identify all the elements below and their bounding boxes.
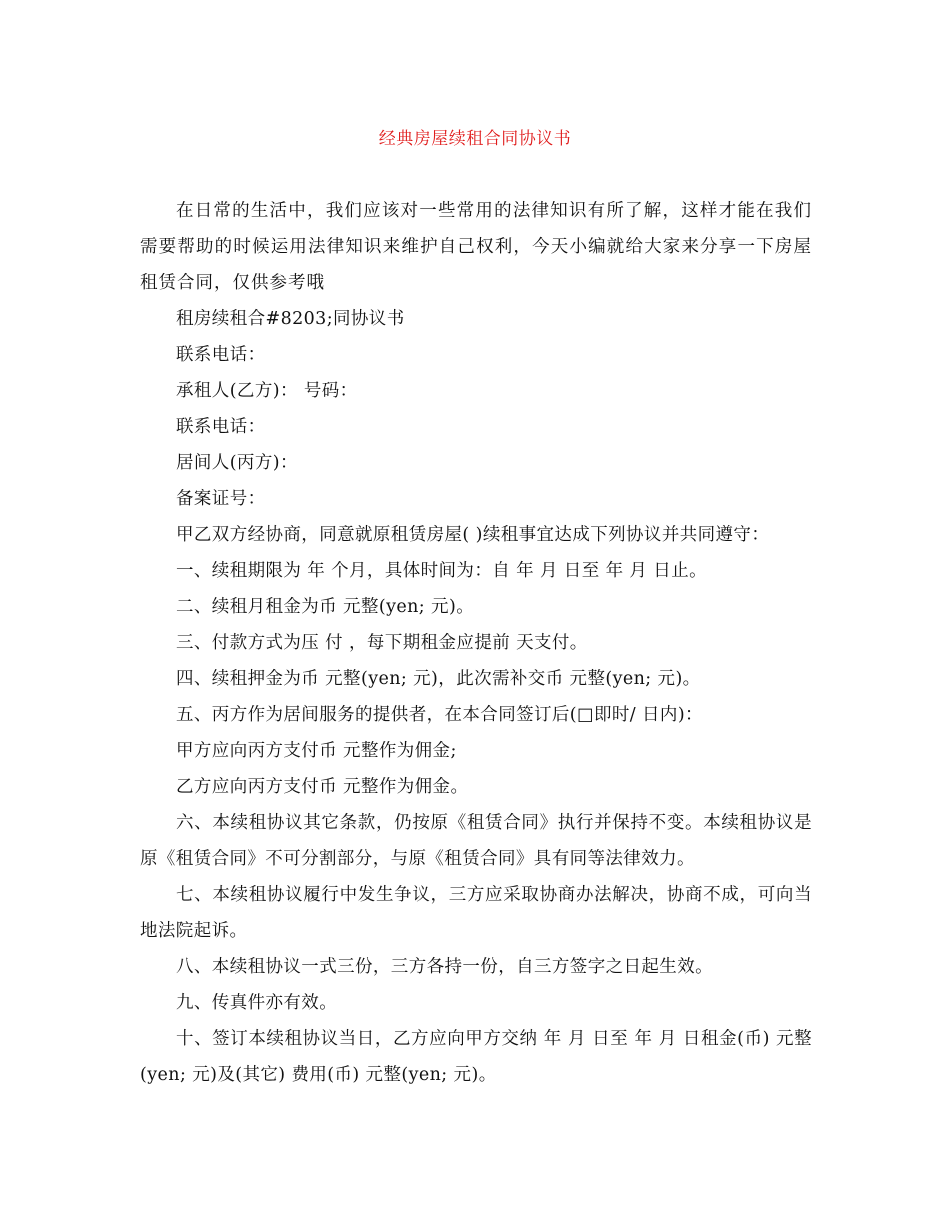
- clause-5: 五、丙方作为居间服务的提供者，在本合同签订后(□即时/ 日内)：: [176, 705, 703, 725]
- clause-2: 二、续租月租金为币 元整(yen; 元)。: [176, 597, 475, 617]
- document-title: 经典房屋续租合同协议书: [378, 129, 572, 149]
- paragraph-intro: 在日常的生活中，我们应该对一些常用的法律知识有所了解，这样才能在我们需要帮助的时候运用法律知识来维护自己权利，今天小编就给大家来分享一下房屋租赁合同，仅供参考哦: [140, 201, 812, 293]
- clause-5-party-a: 甲方应向丙方支付币 元整作为佣金;: [176, 741, 457, 761]
- clause-9: 九、传真件亦有效。: [176, 993, 338, 1013]
- document-body: [140, 193, 812, 1093]
- clause-5-party-b: 乙方应向丙方支付币 元整作为佣金。: [176, 777, 469, 797]
- clause-10: 十、签订本续租协议当日，乙方应向甲方交纳 年 月 日至 年 月 日租金(币) 元整(yen; 元)及(其它) 费用(币) 元整(yen; 元)。: [140, 1029, 812, 1085]
- clause-7: 七、本续租协议履行中发生争议，三方应采取协商办法解决，协商不成，可向当地法院起诉。: [140, 885, 812, 941]
- paragraph-tenant: 承租人(乙方)： 号码：: [176, 381, 358, 401]
- paragraph-subtitle: 租房续租合#8203;同协议书: [176, 309, 405, 329]
- paragraph-phone-2: 联系电话：: [176, 417, 266, 437]
- paragraph-agreement-intro: 甲乙双方经协商，同意就原租赁房屋( )续租事宜达成下列协议并共同遵守：: [176, 525, 770, 545]
- clause-1: 一、续租期限为 年 个月，具体时间为：自 年 月 日至 年 月 日止。: [176, 561, 707, 581]
- clause-6: 六、本续租协议其它条款，仍按原《租赁合同》执行并保持不变。本续租协议是原《租赁合同》不可分割部分，与原《租赁合同》具有同等法律效力。: [140, 813, 812, 869]
- paragraph-intermediary: 居间人(丙方)：: [176, 453, 298, 473]
- clause-3: 三、付款方式为压 付 ，每下期租金应提前 天支付。: [176, 633, 588, 653]
- clause-4: 四、续租押金为币 元整(yen; 元)，此次需补交币 元整(yen; 元)。: [176, 669, 701, 689]
- paragraph-record-number: 备案证号：: [176, 489, 266, 509]
- clause-8: 八、本续租协议一式三份，三方各持一份，自三方签字之日起生效。: [176, 957, 713, 977]
- paragraph-phone-1: 联系电话：: [176, 345, 266, 365]
